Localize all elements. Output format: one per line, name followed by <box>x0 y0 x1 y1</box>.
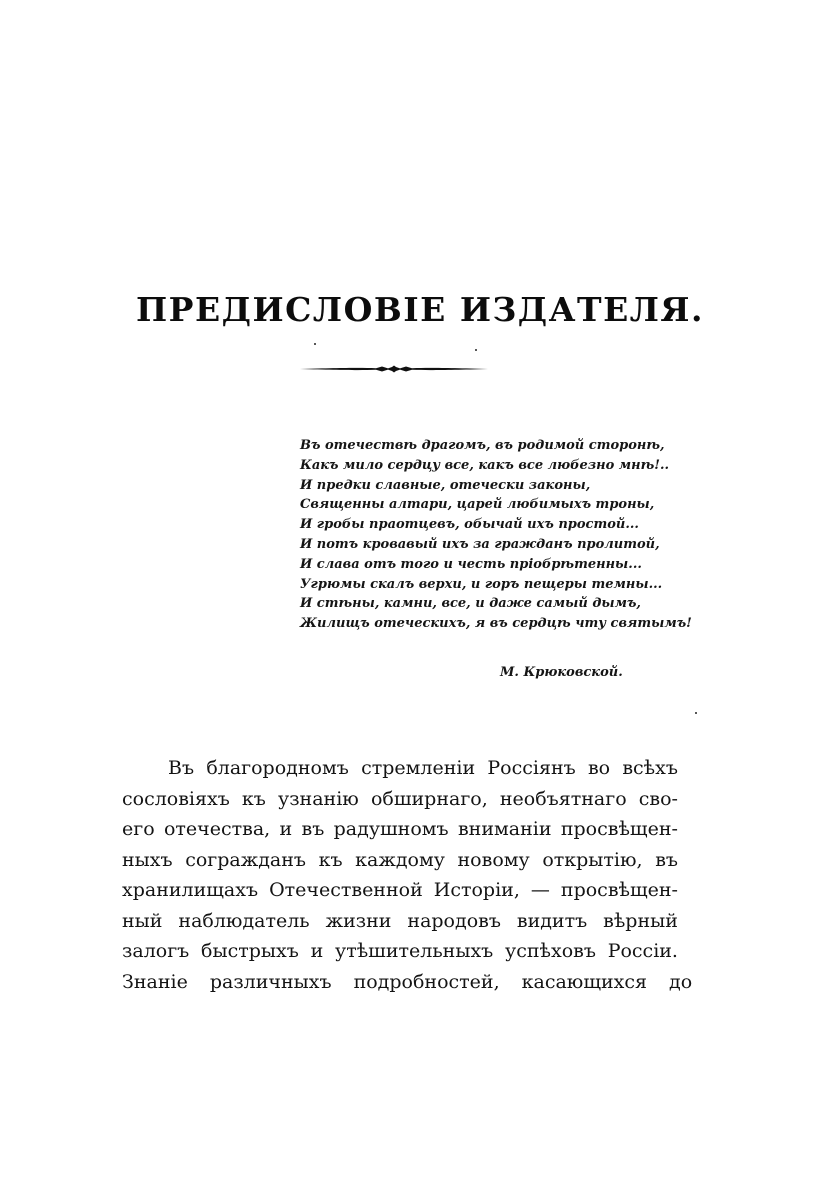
poem-line: Священны алтари, царей любимыхъ троны, <box>300 497 655 513</box>
poem-line: Жилищъ отеческихъ, я въ сердцѣ чту святымъ! <box>300 616 692 632</box>
body-word: каждому <box>355 848 445 871</box>
body-line <box>122 936 678 967</box>
body-word: жизни <box>325 909 392 932</box>
body-word: утѣшительныхъ <box>335 940 494 962</box>
body-word: ныхъ <box>122 848 173 871</box>
body-word: открытію, <box>542 848 643 871</box>
body-word: различныхъ <box>209 970 332 993</box>
body-line <box>122 906 678 937</box>
epigraph-poem <box>300 436 700 634</box>
body-line <box>122 784 678 815</box>
body-word: просвѣщен- <box>560 818 678 840</box>
body-word: вниманіи <box>457 818 552 840</box>
print-speck <box>475 349 477 351</box>
body-line <box>122 967 693 998</box>
body-word: во <box>587 757 611 779</box>
poem-line: Угрюмы скалъ верхи, и горъ пещеры темны... <box>300 576 663 592</box>
body-word: Отечественной <box>269 879 423 901</box>
poem-line: И слава отъ того и честь прiобрѣтенны... <box>300 556 642 572</box>
body-word: отечества, <box>163 818 271 840</box>
body-word: успѣховъ <box>505 940 596 962</box>
title-ornament-divider <box>298 362 490 376</box>
body-word: стремленіи <box>361 757 476 779</box>
body-word: сво- <box>638 787 678 810</box>
poem-line: И стѣны, камни, все, и даже самый дымъ, <box>300 596 641 612</box>
body-word: сословіяхъ <box>122 787 230 810</box>
body-word: видитъ <box>516 909 588 932</box>
body-word: всѣхъ <box>622 757 678 779</box>
body-word: — <box>530 879 550 901</box>
body-word: Россіянъ <box>487 757 576 779</box>
poem-line: Какъ мило сердцу все, какъ все любезно мнѣ!.. <box>300 457 670 473</box>
body-line <box>122 875 678 906</box>
body-word: до <box>669 970 693 993</box>
body-word: его <box>122 818 155 840</box>
body-word: подробностей, <box>353 970 500 993</box>
poem-line: И потъ кровавый ихъ за гражданъ пролитой, <box>300 536 660 552</box>
poem-line: И гробы праотцевъ, обычай ихъ простой... <box>300 517 639 533</box>
print-speck <box>695 712 697 714</box>
body-word: къ <box>318 848 343 871</box>
body-word: Въ <box>168 757 195 779</box>
body-word: быстрыхъ <box>201 940 299 962</box>
body-word: наблюдатель <box>178 909 310 932</box>
body-word: ный <box>122 909 163 932</box>
body-word: радушномъ <box>333 818 449 840</box>
page-title: ПРЕДИСЛОВІЕ ИЗДАТЕЛЯ. <box>136 290 704 330</box>
body-word: Исторіи, <box>433 879 520 901</box>
body-line <box>122 814 678 845</box>
body-word: вѣрный <box>603 909 678 932</box>
epigraph-author: М. Крюковской. <box>500 665 623 680</box>
body-word: народовъ <box>407 909 501 932</box>
body-word: благородномъ <box>206 757 349 779</box>
body-word: согражданъ <box>185 848 306 871</box>
body-word: и <box>279 818 293 840</box>
body-word: къ <box>241 787 266 810</box>
body-word: обширнаго, <box>370 787 488 810</box>
body-word: необъятнаго <box>499 787 627 810</box>
poem-line: И предки славные, отечески законы, <box>300 477 591 493</box>
body-paragraph <box>122 753 693 997</box>
body-word: въ <box>301 818 325 840</box>
body-word: хранилищахъ <box>122 879 259 901</box>
body-word: Знаніе <box>122 970 188 993</box>
body-line <box>122 845 678 876</box>
body-line <box>122 753 678 784</box>
body-word: въ <box>655 848 678 871</box>
body-word: просвѣщен- <box>560 879 678 901</box>
body-word: залогъ <box>122 940 190 962</box>
body-word: и <box>310 940 324 962</box>
print-speck <box>314 343 316 345</box>
body-word: Россіи. <box>607 940 678 962</box>
poem-line: Въ отечествѣ драгомъ, въ родимой сторонѣ, <box>300 438 665 453</box>
body-word: новому <box>457 848 530 871</box>
body-word: касающихся <box>521 970 648 993</box>
body-word: узнанію <box>278 787 359 810</box>
